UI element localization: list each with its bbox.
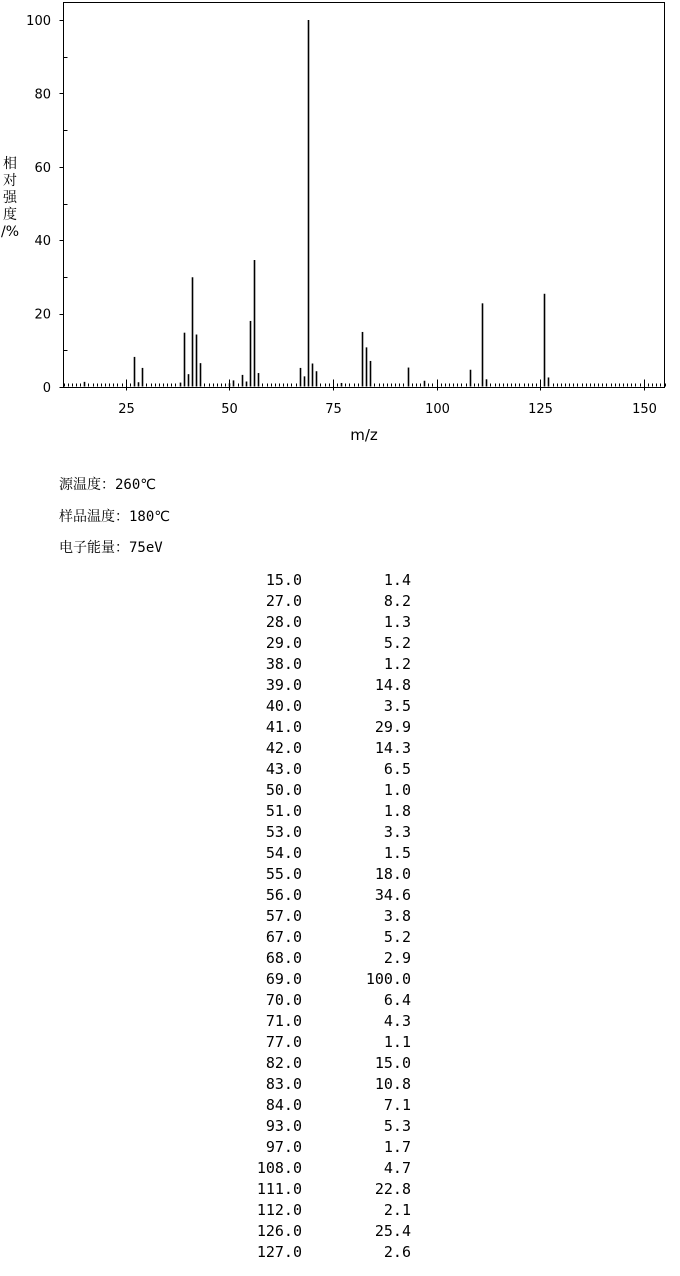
- mz-value: 51.0: [265, 802, 302, 820]
- condition-line: [59, 474, 156, 494]
- intensity-value: 5.2: [383, 928, 411, 946]
- mz-value: 43.0: [265, 760, 302, 778]
- table-row: [0, 1011, 680, 1032]
- intensity-value: 4.3: [383, 1012, 411, 1030]
- mz-value: 42.0: [265, 739, 302, 757]
- table-row: [0, 969, 680, 990]
- mz-value: 69.0: [265, 970, 302, 988]
- mz-value: 111.0: [256, 1180, 302, 1198]
- intensity-value: 22.8: [374, 1180, 411, 1198]
- table-row: [0, 654, 680, 675]
- intensity-value: 1.0: [383, 781, 411, 799]
- table-row: [0, 822, 680, 843]
- intensity-value: 1.7: [383, 1138, 411, 1156]
- intensity-value: 100.0: [365, 970, 411, 988]
- mz-value: 77.0: [265, 1033, 302, 1051]
- intensity-value: 18.0: [374, 865, 411, 883]
- spectrum-bars: [85, 20, 549, 387]
- mz-value: 57.0: [265, 907, 302, 925]
- table-row: [0, 1032, 680, 1053]
- y-tick-label: 80: [34, 87, 51, 103]
- table-row: [0, 990, 680, 1011]
- condition-label: 样品温度：: [59, 509, 129, 525]
- condition-label: 电子能量：: [59, 540, 129, 556]
- intensity-value: 1.8: [383, 802, 411, 820]
- table-row: [0, 612, 680, 633]
- intensity-value: 8.2: [383, 592, 411, 610]
- y-axis-label-char: 度: [3, 207, 17, 223]
- x-axis-label: m/z: [350, 426, 378, 444]
- intensity-value: 29.9: [374, 718, 411, 736]
- intensity-value: 14.3: [374, 739, 411, 757]
- y-tick-label: 20: [34, 307, 51, 323]
- y-tick-label: 100: [26, 14, 51, 29]
- condition-line: [59, 537, 163, 557]
- x-tick-label: 75: [325, 402, 342, 417]
- mz-value: 108.0: [256, 1159, 302, 1177]
- table-row: [0, 1200, 680, 1221]
- intensity-value: 1.1: [383, 1033, 411, 1051]
- mz-value: 56.0: [265, 886, 302, 904]
- mz-value: 127.0: [256, 1243, 302, 1261]
- x-minor-ticks: [65, 384, 666, 387]
- mz-value: 82.0: [265, 1054, 302, 1072]
- table-row: [0, 780, 680, 801]
- table-row: [0, 1158, 680, 1179]
- y-axis-label-char: 强: [3, 190, 17, 206]
- intensity-value: 5.3: [383, 1117, 411, 1135]
- intensity-value: 3.8: [383, 907, 411, 925]
- mz-value: 41.0: [265, 718, 302, 736]
- y-axis-ticks: [26, 14, 67, 396]
- intensity-value: 3.5: [383, 697, 411, 715]
- mz-value: 29.0: [265, 634, 302, 652]
- mz-value: 112.0: [256, 1201, 302, 1219]
- mz-value: 93.0: [265, 1117, 302, 1135]
- intensity-value: 10.8: [374, 1075, 411, 1093]
- y-tick-label: 40: [34, 234, 51, 250]
- mz-value: 67.0: [265, 928, 302, 946]
- mz-value: 126.0: [256, 1222, 302, 1240]
- mz-value: 83.0: [265, 1075, 302, 1093]
- intensity-value: 15.0: [374, 1054, 411, 1072]
- table-row: [0, 1179, 680, 1200]
- mz-value: 15.0: [265, 571, 302, 589]
- intensity-value: 4.7: [383, 1159, 411, 1177]
- condition-value: 75eV: [129, 540, 163, 556]
- intensity-value: 7.1: [383, 1096, 411, 1114]
- mz-value: 55.0: [265, 865, 302, 883]
- intensity-value: 3.3: [383, 823, 411, 841]
- condition-value: 180℃: [129, 509, 171, 525]
- table-row: [0, 675, 680, 696]
- intensity-value: 6.4: [383, 991, 411, 1009]
- mz-value: 38.0: [265, 655, 302, 673]
- mz-value: 70.0: [265, 991, 302, 1009]
- intensity-value: 1.2: [383, 655, 411, 673]
- mz-value: 53.0: [265, 823, 302, 841]
- intensity-value: 2.9: [383, 949, 411, 967]
- table-row: [0, 591, 680, 612]
- x-tick-label: 25: [118, 402, 135, 417]
- mz-value: 27.0: [265, 592, 302, 610]
- table-row: [0, 1074, 680, 1095]
- table-row: [0, 801, 680, 822]
- y-axis-label-char: 相: [3, 156, 17, 172]
- mass-spectrum-chart: [0, 0, 680, 450]
- x-tick-label: 100: [425, 402, 450, 417]
- mz-value: 97.0: [265, 1138, 302, 1156]
- table-row: [0, 927, 680, 948]
- mz-value: 68.0: [265, 949, 302, 967]
- table-row: [0, 885, 680, 906]
- plot-frame: [64, 3, 665, 388]
- mz-value: 39.0: [265, 676, 302, 694]
- intensity-value: 2.6: [383, 1243, 411, 1261]
- table-row: [0, 570, 680, 591]
- intensity-value: 6.5: [383, 760, 411, 778]
- condition-line: [59, 506, 170, 526]
- table-row: [0, 696, 680, 717]
- table-row: [0, 633, 680, 654]
- intensity-value: 1.5: [383, 844, 411, 862]
- mz-value: 50.0: [265, 781, 302, 799]
- intensity-value: 14.8: [374, 676, 411, 694]
- intensity-value: 34.6: [374, 886, 411, 904]
- table-row: [0, 906, 680, 927]
- table-row: [0, 1053, 680, 1074]
- intensity-value: 2.1: [383, 1201, 411, 1219]
- condition-label: 源温度：: [59, 477, 115, 493]
- table-row: [0, 717, 680, 738]
- table-row: [0, 948, 680, 969]
- table-row: [0, 864, 680, 885]
- table-row: [0, 843, 680, 864]
- x-tick-label: 150: [632, 402, 657, 417]
- intensity-value: 5.2: [383, 634, 411, 652]
- x-tick-label: 50: [221, 402, 238, 417]
- x-tick-label: 125: [528, 402, 553, 417]
- table-row: [0, 738, 680, 759]
- y-tick-label: 0: [42, 381, 51, 396]
- condition-value: 260℃: [115, 477, 157, 493]
- peak-table: [0, 570, 680, 1263]
- table-row: [0, 1095, 680, 1116]
- table-row: [0, 1137, 680, 1158]
- y-axis-label-char: 对: [3, 173, 17, 189]
- mz-value: 71.0: [265, 1012, 302, 1030]
- mz-value: 54.0: [265, 844, 302, 862]
- y-tick-label: 60: [34, 160, 51, 176]
- table-row: [0, 759, 680, 780]
- y-axis-label-char: /%: [0, 224, 20, 240]
- intensity-value: 1.4: [383, 571, 411, 589]
- mz-value: 84.0: [265, 1096, 302, 1114]
- y-axis-label: [0, 156, 20, 241]
- table-row: [0, 1242, 680, 1263]
- mz-value: 28.0: [265, 613, 302, 631]
- table-row: [0, 1116, 680, 1137]
- intensity-value: 25.4: [374, 1222, 411, 1240]
- mz-value: 40.0: [265, 697, 302, 715]
- table-row: [0, 1221, 680, 1242]
- intensity-value: 1.3: [383, 613, 411, 631]
